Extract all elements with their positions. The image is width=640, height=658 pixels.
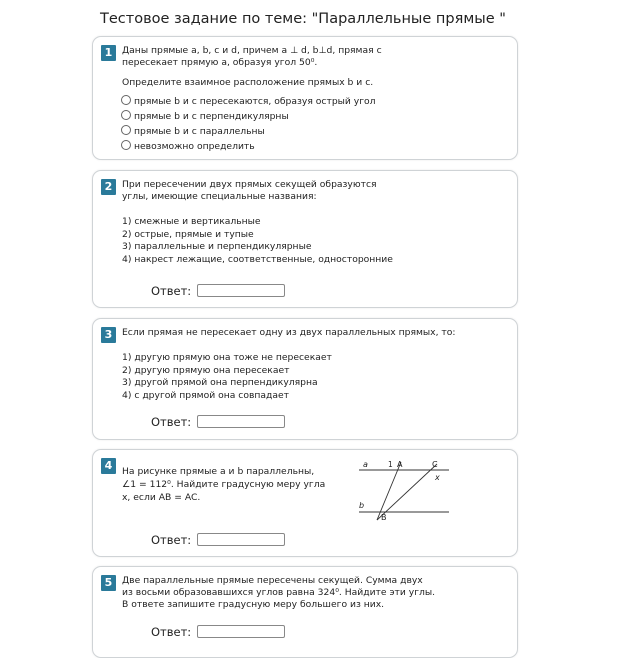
- task-3-option-1: 1) другую прямую она тоже не пересекает: [122, 352, 332, 363]
- task-card-1: [92, 36, 518, 160]
- page-title: Тестовое задание по теме: "Параллельные прямые ": [100, 11, 506, 27]
- label-a: a: [363, 460, 368, 469]
- task-5-answer: Ответ:: [151, 625, 285, 639]
- task-card-4: [92, 449, 518, 557]
- parallel-lines-figure: [355, 456, 455, 522]
- task-number: 3: [101, 327, 116, 343]
- task-5-line-1: Две параллельные прямые пересечены секущей. Сумма двух: [122, 575, 423, 586]
- answer-input[interactable]: [197, 625, 285, 638]
- task-3-option-4: 4) с другой прямой она совпадает: [122, 389, 289, 401]
- answer-input[interactable]: [197, 284, 285, 297]
- label-B: B: [381, 513, 387, 522]
- task-number: 5: [101, 575, 116, 591]
- label-C: C: [432, 460, 438, 469]
- task-4-answer: Ответ:: [151, 533, 285, 547]
- task-2-line-1: При пересечении двух прямых секущей образуются: [122, 179, 377, 190]
- label-x: x: [435, 473, 440, 482]
- radio-circle-icon[interactable]: [121, 140, 131, 150]
- task-4-line-2: ∠1 = 112⁰. Найдите градусную меру угла: [122, 479, 326, 490]
- task-3-option-2: 2) другую прямую она пересекает: [122, 364, 290, 376]
- task-1-option-1[interactable]: прямые b и c пересекаются, образуя острый угол: [121, 95, 376, 108]
- label-b: b: [359, 501, 365, 510]
- task-card-3: [92, 318, 518, 440]
- answer-input[interactable]: [197, 533, 285, 546]
- secant-ab: [377, 462, 401, 520]
- answer-input[interactable]: [197, 415, 285, 428]
- task-3-option-3: 3) другой прямой она перпендикулярна: [122, 377, 318, 388]
- label-1: 1: [388, 460, 393, 469]
- task-number: 1: [101, 45, 116, 61]
- label-A: A: [397, 460, 403, 469]
- task-3-answer: Ответ:: [151, 415, 285, 429]
- radio-circle-icon[interactable]: [121, 95, 131, 105]
- task-2-answer: Ответ:: [151, 284, 285, 298]
- task-1-option-4[interactable]: невозможно определить: [121, 140, 255, 153]
- task-4-line-3: x, если AB = AC.: [122, 492, 201, 503]
- task-card-5: [92, 566, 518, 658]
- task-3-line-1: Если прямая не пересекает одну из двух параллельных прямых, то:: [122, 327, 456, 338]
- task-1-line-1: Даны прямые a, b, c и d, причем a ⊥ d, b⊥d, прямая c: [122, 45, 382, 56]
- radio-circle-icon[interactable]: [121, 110, 131, 120]
- task-number: 2: [101, 179, 116, 195]
- task-2-option-2: 2) острые, прямые и тупые: [122, 228, 254, 240]
- task-1-line-2: пересекает прямую a, образуя угол 50⁰.: [122, 57, 318, 68]
- radio-circle-icon[interactable]: [121, 125, 131, 135]
- task-1-option-2[interactable]: прямые b и c перпендикулярны: [121, 110, 289, 123]
- task-5-line-3: В ответе запишите градусную меру большего из них.: [122, 599, 385, 610]
- task-card-2: [92, 170, 518, 308]
- task-5-line-2: из восьми образовавшихся углов равна 324⁰. Найдите эти углы.: [122, 587, 436, 598]
- task-4-line-1: На рисунке прямые a и b параллельны,: [122, 466, 315, 477]
- task-2-option-1: 1) смежные и вертикальные: [122, 216, 261, 227]
- task-1-question: Определите взаимное расположение прямых b и c.: [122, 77, 374, 88]
- task-2-option-3: 3) параллельные и перпендикулярные: [122, 241, 312, 252]
- task-2-line-2: углы, имеющие специальные названия:: [122, 191, 317, 202]
- task-2-option-4: 4) накрест лежащие, соответственные, односторонние: [122, 253, 393, 265]
- task-number: 4: [101, 458, 116, 474]
- task-1-option-3[interactable]: прямые b и c параллельны: [121, 125, 265, 138]
